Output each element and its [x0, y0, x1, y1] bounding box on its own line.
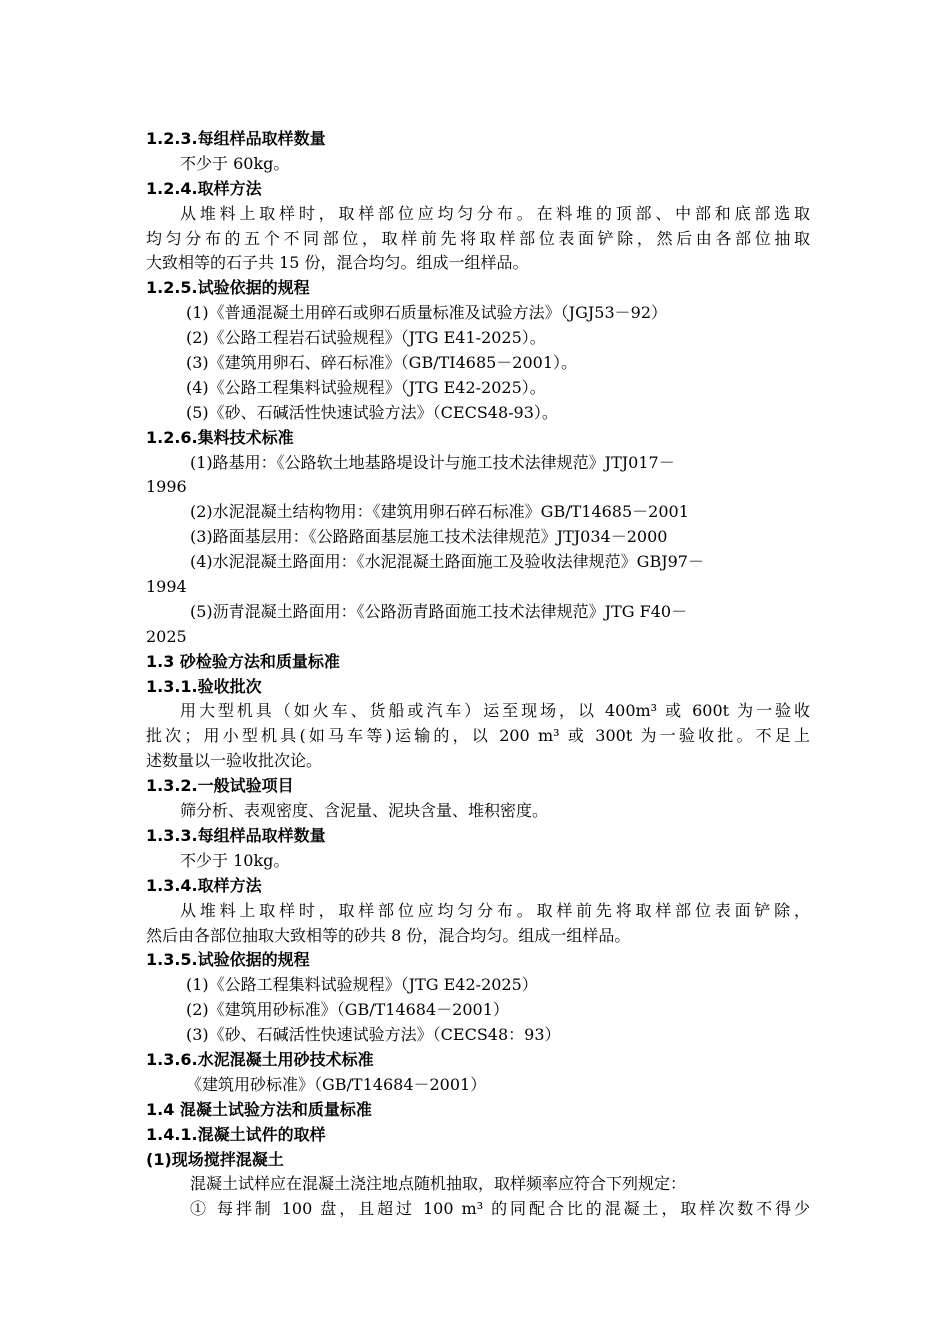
section-heading: 1.3.5.试验依据的规程	[146, 950, 310, 970]
section-heading: 1.2.4.取样方法	[146, 178, 262, 198]
section-heading: 1.3.1.验收批次	[146, 676, 262, 696]
body-text-line: 不少于 10kg。	[180, 850, 290, 870]
body-text-line: 大致相等的石子共 15 份，混合均匀。组成一组样品。	[146, 253, 529, 273]
body-text-line: 从堆料上取样时，取样部位应均匀分布。在料堆的顶部、中部和底部选取	[180, 203, 810, 223]
body-text-line: (5)《砂、石碱活性快速试验方法》（CECS48-93）。	[186, 402, 558, 422]
section-heading: 1.3.4.取样方法	[146, 875, 262, 895]
body-text-line: 从堆料上取样时，取样部位应均匀分布。取样前先将取样部位表面铲除，	[180, 900, 810, 920]
body-text-line: 2025	[146, 626, 187, 646]
section-heading: 1.3.6.水泥混凝土用砂技术标准	[146, 1049, 374, 1069]
section-heading: 1.4.1.混凝土试件的取样	[146, 1124, 326, 1144]
body-text-line: (3)《建筑用卵石、碎石标准》（GB/TI4685－2001）。	[186, 353, 578, 373]
body-text-line: (4)水泥混凝土路面用：《水泥混凝土路面施工及验收法律规范》GBJ97－	[190, 552, 704, 572]
section-heading: 1.3.2.一般试验项目	[146, 776, 294, 796]
body-text-line: (2)《建筑用砂标准》（GB/T14684－2001）	[186, 1000, 509, 1020]
body-text-line: (4)《公路工程集料试验规程》（JTG E42-2025）。	[186, 377, 546, 397]
section-heading: 1.2.5.试验依据的规程	[146, 278, 310, 298]
body-text-line: 不少于 60kg。	[180, 153, 290, 173]
section-heading: 1.3.3.每组样品取样数量	[146, 825, 326, 845]
body-text-line: 《建筑用砂标准》（GB/T14684－2001）	[186, 1074, 487, 1094]
section-heading: 1.2.6.集料技术标准	[146, 427, 294, 447]
body-text-line: (5)沥青混凝土路面用：《公路沥青路面施工技术法律规范》JTG F40－	[190, 601, 688, 621]
body-text-line: 混凝土试样应在混凝土浇注地点随机抽取，取样频率应符合下列规定：	[190, 1174, 687, 1194]
body-text-line: 1994	[146, 577, 187, 597]
body-text-line: (3)路面基层用：《公路路面基层施工技术法律规范》JTJ034－2000	[190, 527, 668, 547]
body-text-line: 筛分析、表观密度、含泥量、泥块含量、堆积密度。	[180, 801, 549, 821]
document-body	[146, 127, 810, 1222]
section-heading: 1.3 砂检验方法和质量标准	[146, 651, 340, 671]
body-text-line: 批次；用小型机具(如马车等)运输的，以 200 m³ 或 300t 为一验收批。不足上	[146, 726, 810, 746]
body-text-line: (1)《公路工程集料试验规程》（JTG E42-2025）	[186, 975, 538, 995]
body-text-line: 均匀分布的五个不同部位，取样前先将取样部位表面铲除，然后由各部位抽取	[146, 228, 810, 248]
section-heading: (1)现场搅拌混凝土	[146, 1149, 284, 1169]
body-text-line: 1996	[146, 477, 187, 497]
body-text-line: 述数量以一验收批次论。	[146, 751, 323, 771]
body-text-line: 用大型机具（如火车、货船或汽车）运至现场，以 400m³ 或 600t 为一验收	[180, 701, 810, 721]
body-text-line: (2)《公路工程岩石试验规程》（JTG E41-2025）。	[186, 328, 546, 348]
body-text-line: (3)《砂、石碱活性快速试验方法》（CECS48：93）	[186, 1025, 561, 1045]
section-heading: 1.4 混凝土试验方法和质量标准	[146, 1099, 372, 1119]
body-text-line: ① 每拌制 100 盘，且超过 100 m³ 的同配合比的混凝土，取样次数不得少	[190, 1199, 810, 1219]
section-heading: 1.2.3.每组样品取样数量	[146, 129, 326, 148]
body-text-line: (1)《普通混凝土用碎石或卵石质量标准及试验方法》（JGJ53－92）	[186, 303, 667, 323]
body-text-line: 然后由各部位抽取大致相等的砂共 8 份，混合均匀。组成一组样品。	[146, 925, 631, 945]
body-text-line: (2)水泥混凝土结构物用：《建筑用卵石碎石标准》GB/T14685－2001	[190, 502, 689, 522]
body-text-line: (1)路基用：《公路软土地基路堤设计与施工技术法律规范》JTJ017－	[190, 452, 675, 472]
